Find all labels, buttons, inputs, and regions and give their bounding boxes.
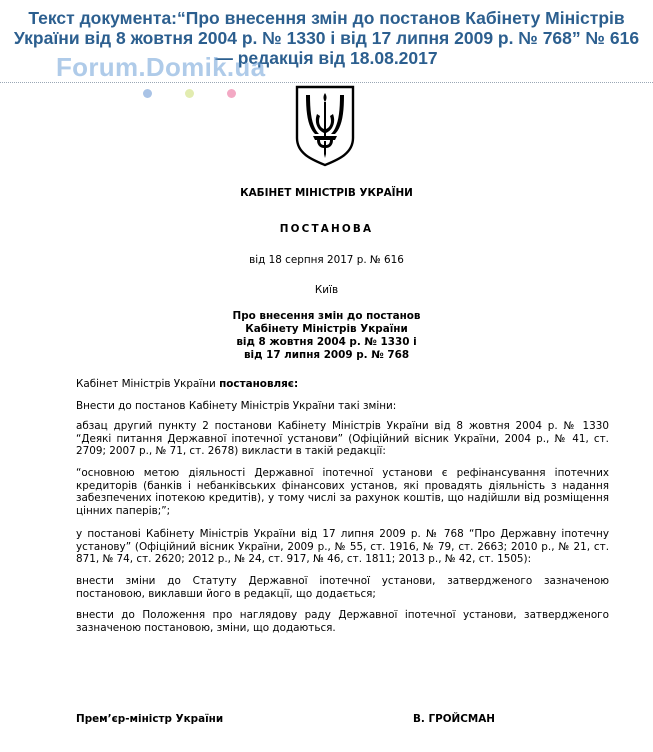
intro-paragraph [76,378,609,391]
forum-watermark-logo: Forum.Domik.ua [56,52,266,82]
document-subject-line: Кабінету Міністрів України [245,323,408,335]
intro-decision-word: постановляє: [219,378,299,390]
header-title-line: — редакція від 18.08.2017 [215,48,438,68]
signer-name: В. ГРОЙСМАН [413,713,495,725]
watermark-dot [143,89,152,98]
paragraph-5: внести зміни до Статуту Державної іпотечної установи, затвердженого зазначеною постановою, виклавши його в редакції, що додається; [76,575,609,600]
intro-text: Кабінет Міністрів України [76,378,220,390]
document-date-number: від 18 серпня 2017 р. № 616 [249,254,404,266]
document-subject-line: від 17 липня 2009 р. № 768 [243,349,410,361]
document-authority: КАБІНЕТ МІНІСТРІВ УКРАЇНИ [240,187,413,199]
document-city: Київ [314,284,339,296]
paragraph-6: внести до Положення про наглядову раду Державної іпотечної установи, затвердженого зазначеною постановою, зміни, що додаються. [76,609,609,634]
watermark-dot [185,89,194,98]
header-title-line: Текст документа:“Про внесення змін до постанов Кабінету Міністрів [28,8,625,28]
paragraph-4: у постанові Кабінету Міністрів України від 17 липня 2009 р. № 768 “Про Державну іпотечну установу” (Офіційний вісник України, 2009 р., № 55, ст. 1916, № 79, ст. 2663; 2010 р., № 21, ст. 871, № 74, ст. 2620; 2012 р., № 24, ст. 917, № 46, ст. 1811; 2013 р., № 42, ст. 1505): [76,528,609,566]
ukraine-trident-emblem-icon [293,84,357,168]
paragraph-3: “основною метою діяльності Державної іпотечної установи є рефінансування іпотечних кредиторів (банків і небанківських фінансових установ, які провадять діяльність з надання забезпечених іпотекою кредитів), у тому числі за рахунок коштів, що надійшли від розміщення цінних паперів;”; [76,467,609,517]
paragraph-1: Внести до постанов Кабінету Міністрів України такі зміни: [76,400,397,412]
watermark-dot [227,89,236,98]
paragraph-2: абзац другий пункту 2 постанови Кабінету Міністрів України від 8 жовтня 2004 р. № 1330 “Деякі питання Державної іпотечної установи” (Офіційний вісник України, 2004 р., № 41, ст. 2709; 2007 р., № 71, ст. 2678) викласти в такій редакції: [76,420,609,458]
header-title-line: України від 8 жовтня 2004 р. № 1330 і від 17 липня 2009 р. № 768” № 616 [13,28,640,48]
document-subject-line: Про внесення змін до постанов [232,310,421,322]
signer-title: Прем’єр-міністр України [76,713,224,725]
document-subject-line: від 8 жовтня 2004 р. № 1330 і [236,336,417,348]
document-type: ПОСТАНОВА [279,223,374,235]
